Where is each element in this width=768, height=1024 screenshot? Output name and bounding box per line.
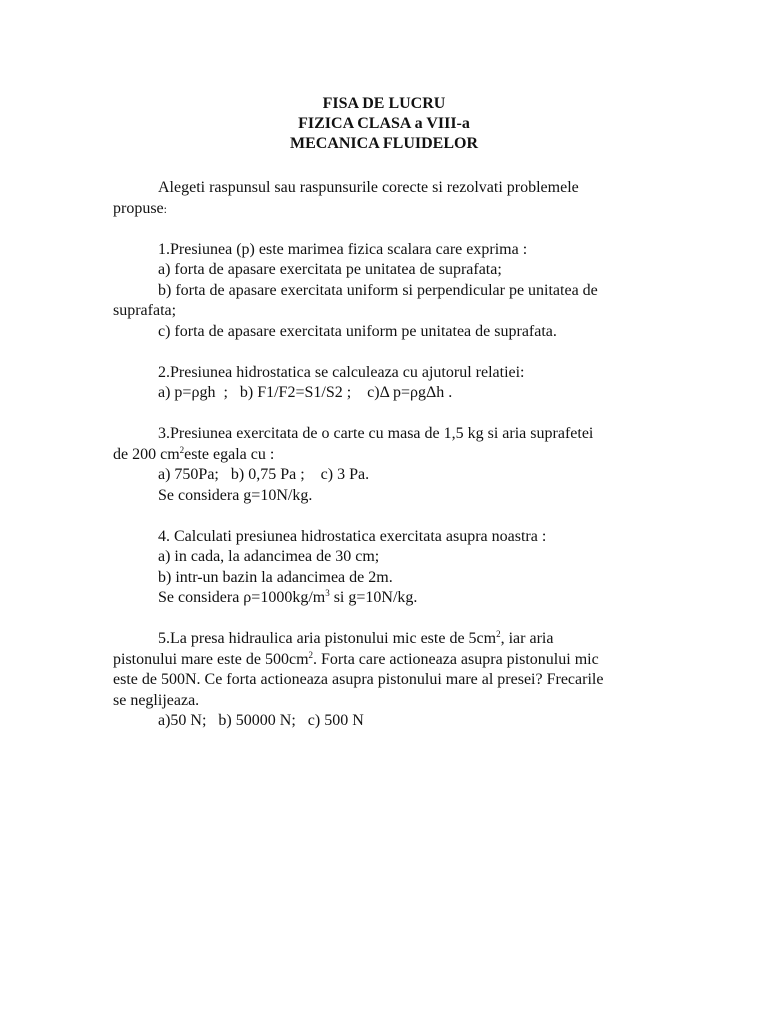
q4-given-end: si g=10N/kg.: [329, 589, 418, 606]
spacer: [113, 342, 653, 363]
spacer: [113, 219, 653, 240]
q1-option-b-line-1: b) forta de apasare exercitata uniform si perpendicular pe unitatea de: [158, 281, 598, 299]
q1-option-b-line-2: suprafata;: [113, 302, 177, 319]
spacer: [113, 506, 653, 527]
q5-superscript-2: 2: [308, 649, 314, 660]
question-3: [113, 424, 653, 506]
q3-options: a) 750Pa; b) 0,75 Pa ; c) 3 Pa.: [158, 466, 370, 483]
q3-stem-line-2-start: de 200 cm: [113, 445, 180, 463]
title-line-1: FISA DE LUCRU: [322, 95, 446, 112]
question-5: [113, 629, 653, 732]
q5-line-2: [113, 650, 653, 671]
q5-line-4: se neglijeaza.: [113, 691, 200, 709]
title-line-2: FIZICA CLASA a VIII-a: [298, 115, 470, 132]
worksheet-title: [0, 94, 768, 154]
q4-stem: 4. Calculati presiunea hidrostatica exercitata asupra noastra :: [158, 527, 547, 545]
title-line-3: MECANICA FLUIDELOR: [289, 135, 478, 152]
spacer: [113, 609, 653, 630]
q5-line-2-start: pistonului mare este de 500cm: [113, 650, 309, 668]
intro-line-2-text: propuse: [113, 199, 164, 217]
q1-stem: 1.Presiunea (p) este marimea fizica scalara care exprima :: [158, 240, 528, 258]
q4-given-start: Se considera ρ=1000kg/m: [158, 589, 326, 606]
question-2: [113, 363, 653, 404]
q5-line-2-end: . Forta care actioneaza asupra pistonului mic: [313, 650, 599, 668]
intro-line-2-colon: :: [163, 201, 167, 216]
q5-superscript-1: 2: [496, 629, 501, 639]
intro-line-1: Alegeti raspunsul sau raspunsurile corecte si rezolvati problemele: [158, 179, 579, 196]
intro-line-2: [113, 199, 653, 220]
q3-superscript: 2: [179, 444, 185, 455]
q5-options: a)50 N; b) 50000 N; c) 500 N: [158, 712, 364, 729]
q1-option-c: c) forta de apasare exercitata uniform pe unitatea de suprafata.: [158, 322, 557, 340]
q3-stem-line-2-end: este egala cu :: [184, 445, 275, 463]
question-1: [113, 240, 653, 343]
q3-given: Se considera g=10N/kg.: [158, 486, 313, 504]
q5-line-1-end: , iar aria: [500, 630, 554, 647]
spacer: [113, 404, 653, 425]
q4-given: [113, 588, 653, 609]
q2-options: a) p=ρgh ; b) F1/F2=S1/S2 ; c)Δ p=ρgΔh .: [158, 384, 453, 401]
q3-stem-line-1: 3.Presiunea exercitata de o carte cu masa de 1,5 kg si aria suprafetei: [158, 425, 594, 442]
q3-stem-line-2: [113, 445, 653, 466]
q2-stem: 2.Presiunea hidrostatica se calculeaza cu ajutorul relatiei:: [158, 363, 525, 381]
q5-line-1-start: 5.La presa hidraulica aria pistonului mic este de 5cm: [158, 630, 497, 647]
worksheet-body: [113, 178, 653, 732]
q5-line-3: este de 500N. Ce forta actioneaza asupra pistonului mare al presei? Frecarile: [113, 671, 604, 688]
q5-line-1: [113, 629, 653, 650]
q4-option-a: a) in cada, la adancimea de 30 cm;: [158, 548, 380, 565]
q1-option-a: a) forta de apasare exercitata pe unitatea de suprafata;: [158, 261, 502, 278]
q4-superscript: 3: [325, 588, 330, 598]
q4-option-b: b) intr-un bazin la adancimea de 2m.: [158, 568, 393, 586]
question-4: [113, 527, 653, 609]
